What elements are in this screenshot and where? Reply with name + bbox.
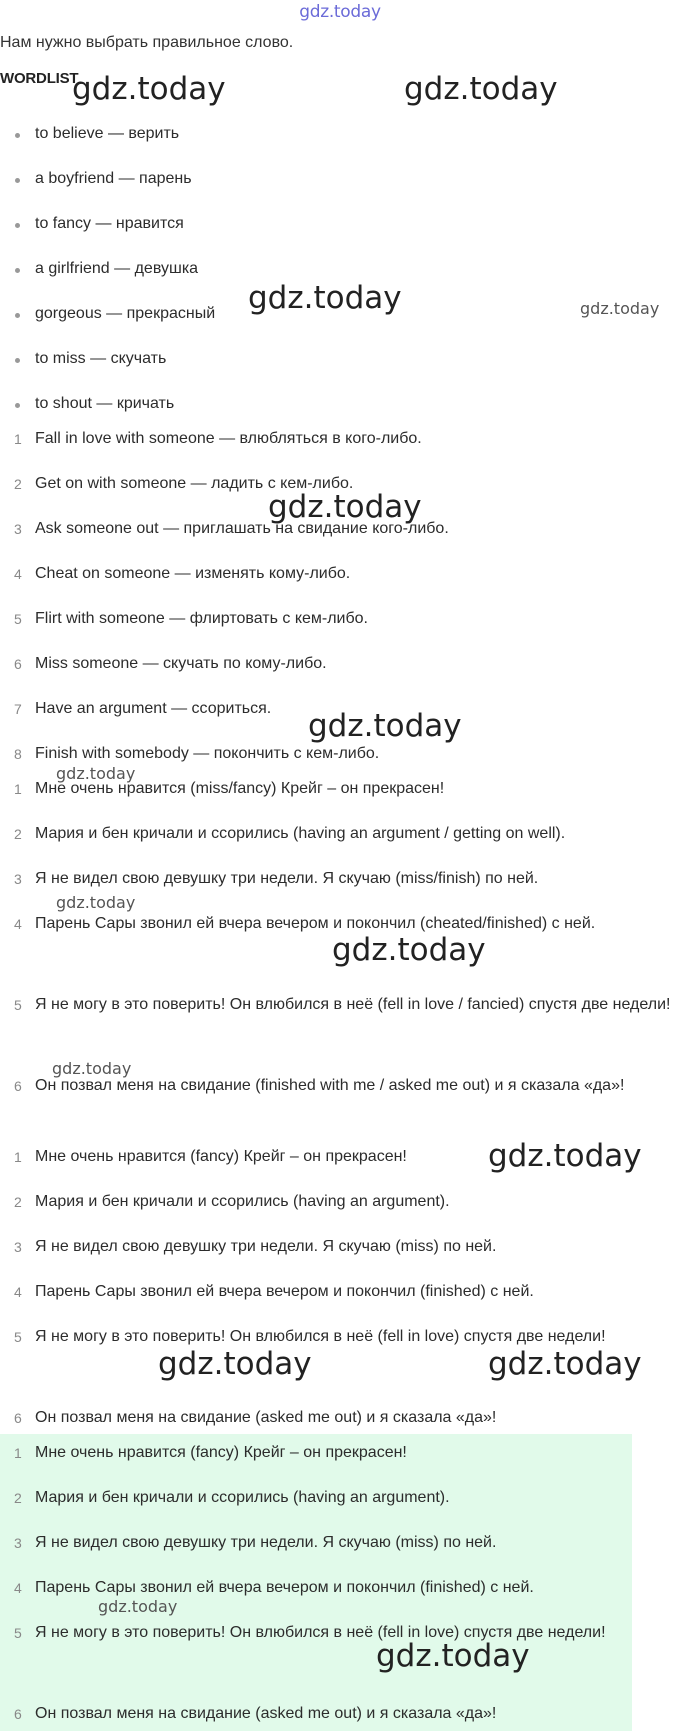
intro-text: Нам нужно выбрать правильное слово. bbox=[0, 34, 294, 51]
bullet-icon bbox=[15, 313, 20, 318]
watermark: gdz.today bbox=[56, 764, 136, 783]
site-link[interactable]: gdz.today bbox=[299, 2, 381, 22]
watermark: gdz.today bbox=[308, 708, 462, 744]
watermark: gdz.today bbox=[248, 280, 402, 316]
bullet-icon bbox=[15, 178, 20, 183]
bullet-icon bbox=[15, 133, 20, 138]
bullet-icon bbox=[15, 223, 20, 228]
bullet-icon bbox=[15, 358, 20, 363]
watermark: gdz.today bbox=[268, 489, 422, 525]
watermark: gdz.today bbox=[56, 893, 136, 912]
watermark: gdz.today bbox=[332, 932, 486, 968]
watermark: gdz.today bbox=[488, 1138, 642, 1174]
watermark: gdz.today bbox=[376, 1638, 530, 1674]
bullet-icon bbox=[15, 403, 20, 408]
watermark: gdz.today bbox=[580, 299, 660, 318]
watermark: gdz.today bbox=[72, 71, 226, 107]
watermark: gdz.today bbox=[52, 1059, 132, 1078]
watermark: gdz.today bbox=[158, 1346, 312, 1382]
wordlist-heading: WORDLIST bbox=[0, 70, 79, 87]
watermark: gdz.today bbox=[488, 1346, 642, 1382]
watermark: gdz.today bbox=[98, 1597, 178, 1616]
bullet-icon bbox=[15, 268, 20, 273]
watermark: gdz.today bbox=[404, 71, 558, 107]
